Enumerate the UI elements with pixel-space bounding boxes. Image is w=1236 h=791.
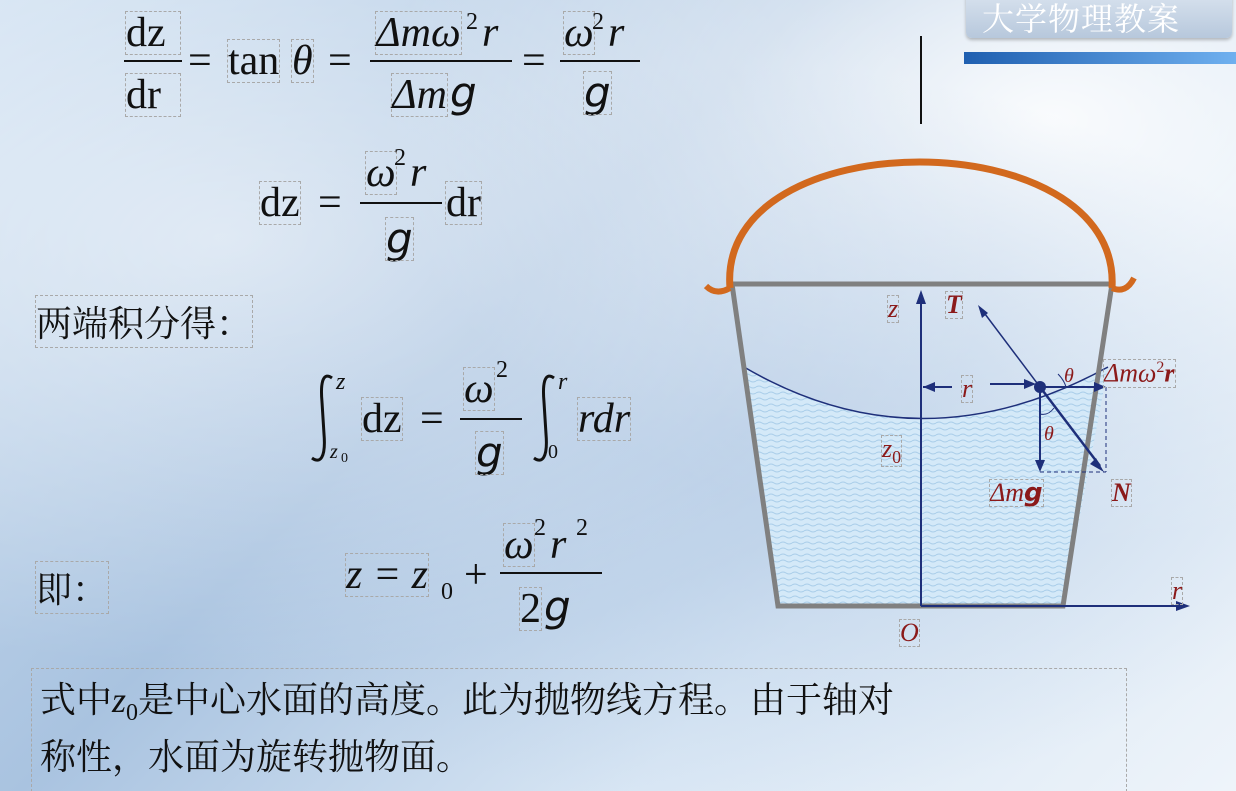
eq3-dz: dz (362, 396, 402, 442)
tension-vector (982, 310, 1040, 387)
eq1-num2-r: r (608, 10, 625, 56)
eq3-den: g (476, 428, 503, 477)
eq1-fraction-bar-3 (560, 60, 640, 62)
eq1-fraction-bar-2 (370, 60, 512, 62)
centripetal-label-square: 2 (1156, 359, 1165, 376)
z0-label-z: z (882, 434, 893, 463)
eq3-upper-z: z (336, 369, 346, 395)
explanation-paragraph (32, 669, 1126, 791)
centripetal-label-r: r (1164, 358, 1175, 388)
r-axis-label: r (1172, 576, 1183, 605)
r-dist-left-arrow (923, 382, 935, 392)
eq2-equals: = (318, 180, 342, 226)
eq3-num: ω (464, 366, 494, 412)
theta-label-bottom: θ (1044, 423, 1054, 445)
eq2-fraction-bar (360, 202, 442, 204)
eq1-equals-1: = (188, 38, 212, 84)
eq1-den1: Δm (392, 72, 447, 118)
eq1-num2: ω (564, 10, 594, 56)
line1-suffix: 是中心水面的高度。此为抛物线方程。由于轴对 (138, 680, 895, 721)
eq2-square: 2 (394, 145, 406, 171)
eq1-tan: tan (228, 38, 280, 84)
centripetal-label (1104, 360, 1175, 387)
eq4-fraction-bar (500, 572, 602, 574)
eq1-equals-2: = (328, 38, 352, 84)
eq3-fraction-bar (460, 418, 522, 420)
eq3-equals: = (420, 396, 444, 442)
integrate-label: 两端积分得： (36, 296, 252, 347)
eq4-den-2: 2 (520, 586, 541, 632)
r-distance-label: r (962, 374, 973, 403)
eq4-square-1: 2 (534, 515, 546, 541)
handle-hook-left (706, 286, 730, 292)
eq4-square-2: 2 (576, 515, 588, 541)
normal-label: N (1112, 478, 1131, 507)
eq4-num-r: r (550, 522, 567, 568)
eq1-num1-r: r (482, 10, 499, 56)
eq4-sub: 0 (441, 579, 453, 605)
eq3-square: 2 (496, 357, 508, 383)
eq2-num-r: r (410, 150, 427, 196)
eq2-den: g (386, 214, 413, 263)
eq1-den2: g (584, 68, 611, 117)
origin-label: O (900, 618, 919, 647)
eq1-num2-square: 2 (592, 9, 604, 35)
centripetal-label-main: Δmω (1104, 358, 1157, 388)
normal-arrow (1090, 458, 1104, 472)
tension-label: T (946, 290, 962, 319)
eq2-num: ω (366, 150, 396, 196)
eq1-num1: Δmω (376, 10, 461, 56)
z-axis-arrow (916, 290, 926, 304)
eq4-plus: + (464, 552, 488, 598)
eq1-fraction-bar-1 (124, 60, 182, 62)
eq1-theta: θ (292, 38, 313, 84)
bucket-diagram (690, 30, 1236, 660)
eq1-equals-3: = (522, 38, 546, 84)
eq3-integrand: rdr (578, 396, 631, 442)
line1-z: z (112, 680, 127, 720)
eq3-lower-0: 0 (548, 441, 558, 463)
weight-label-dm: Δm (990, 478, 1025, 507)
eq4-den-g: g (544, 582, 571, 631)
eq1-den1-g: g (450, 68, 477, 117)
z-axis-label: z (888, 294, 899, 323)
bucket-handle (730, 162, 1113, 288)
eq3-lower-z: z (330, 441, 338, 463)
eq2-dz: dz (260, 180, 300, 226)
explanation-line-2: 称性，水面为旋转抛物面。 (40, 737, 473, 778)
eq1-dr: dr (126, 74, 180, 116)
z0-label (882, 436, 901, 466)
eq4-num: ω (504, 522, 534, 568)
course-title: 大学物理教案 (982, 0, 1181, 38)
weight-label-g: g (1024, 478, 1043, 508)
eq2-dr: dr (446, 180, 481, 226)
bucket-svg (690, 30, 1236, 660)
theta-label-top: θ (1064, 365, 1074, 387)
eq1-num1-square: 2 (466, 9, 478, 35)
thus-label: 即： (36, 562, 108, 613)
eq4-lhs: z = z (346, 552, 429, 598)
eq1-dz: dz (126, 12, 180, 54)
eq3-upper-r: r (558, 369, 568, 395)
eq3-lower-sub: 0 (341, 451, 348, 466)
weight-label (990, 480, 1043, 506)
z0-label-sub: 0 (892, 447, 902, 468)
line1-sub: 0 (126, 700, 139, 727)
line1-prefix: 式中 (40, 680, 113, 721)
